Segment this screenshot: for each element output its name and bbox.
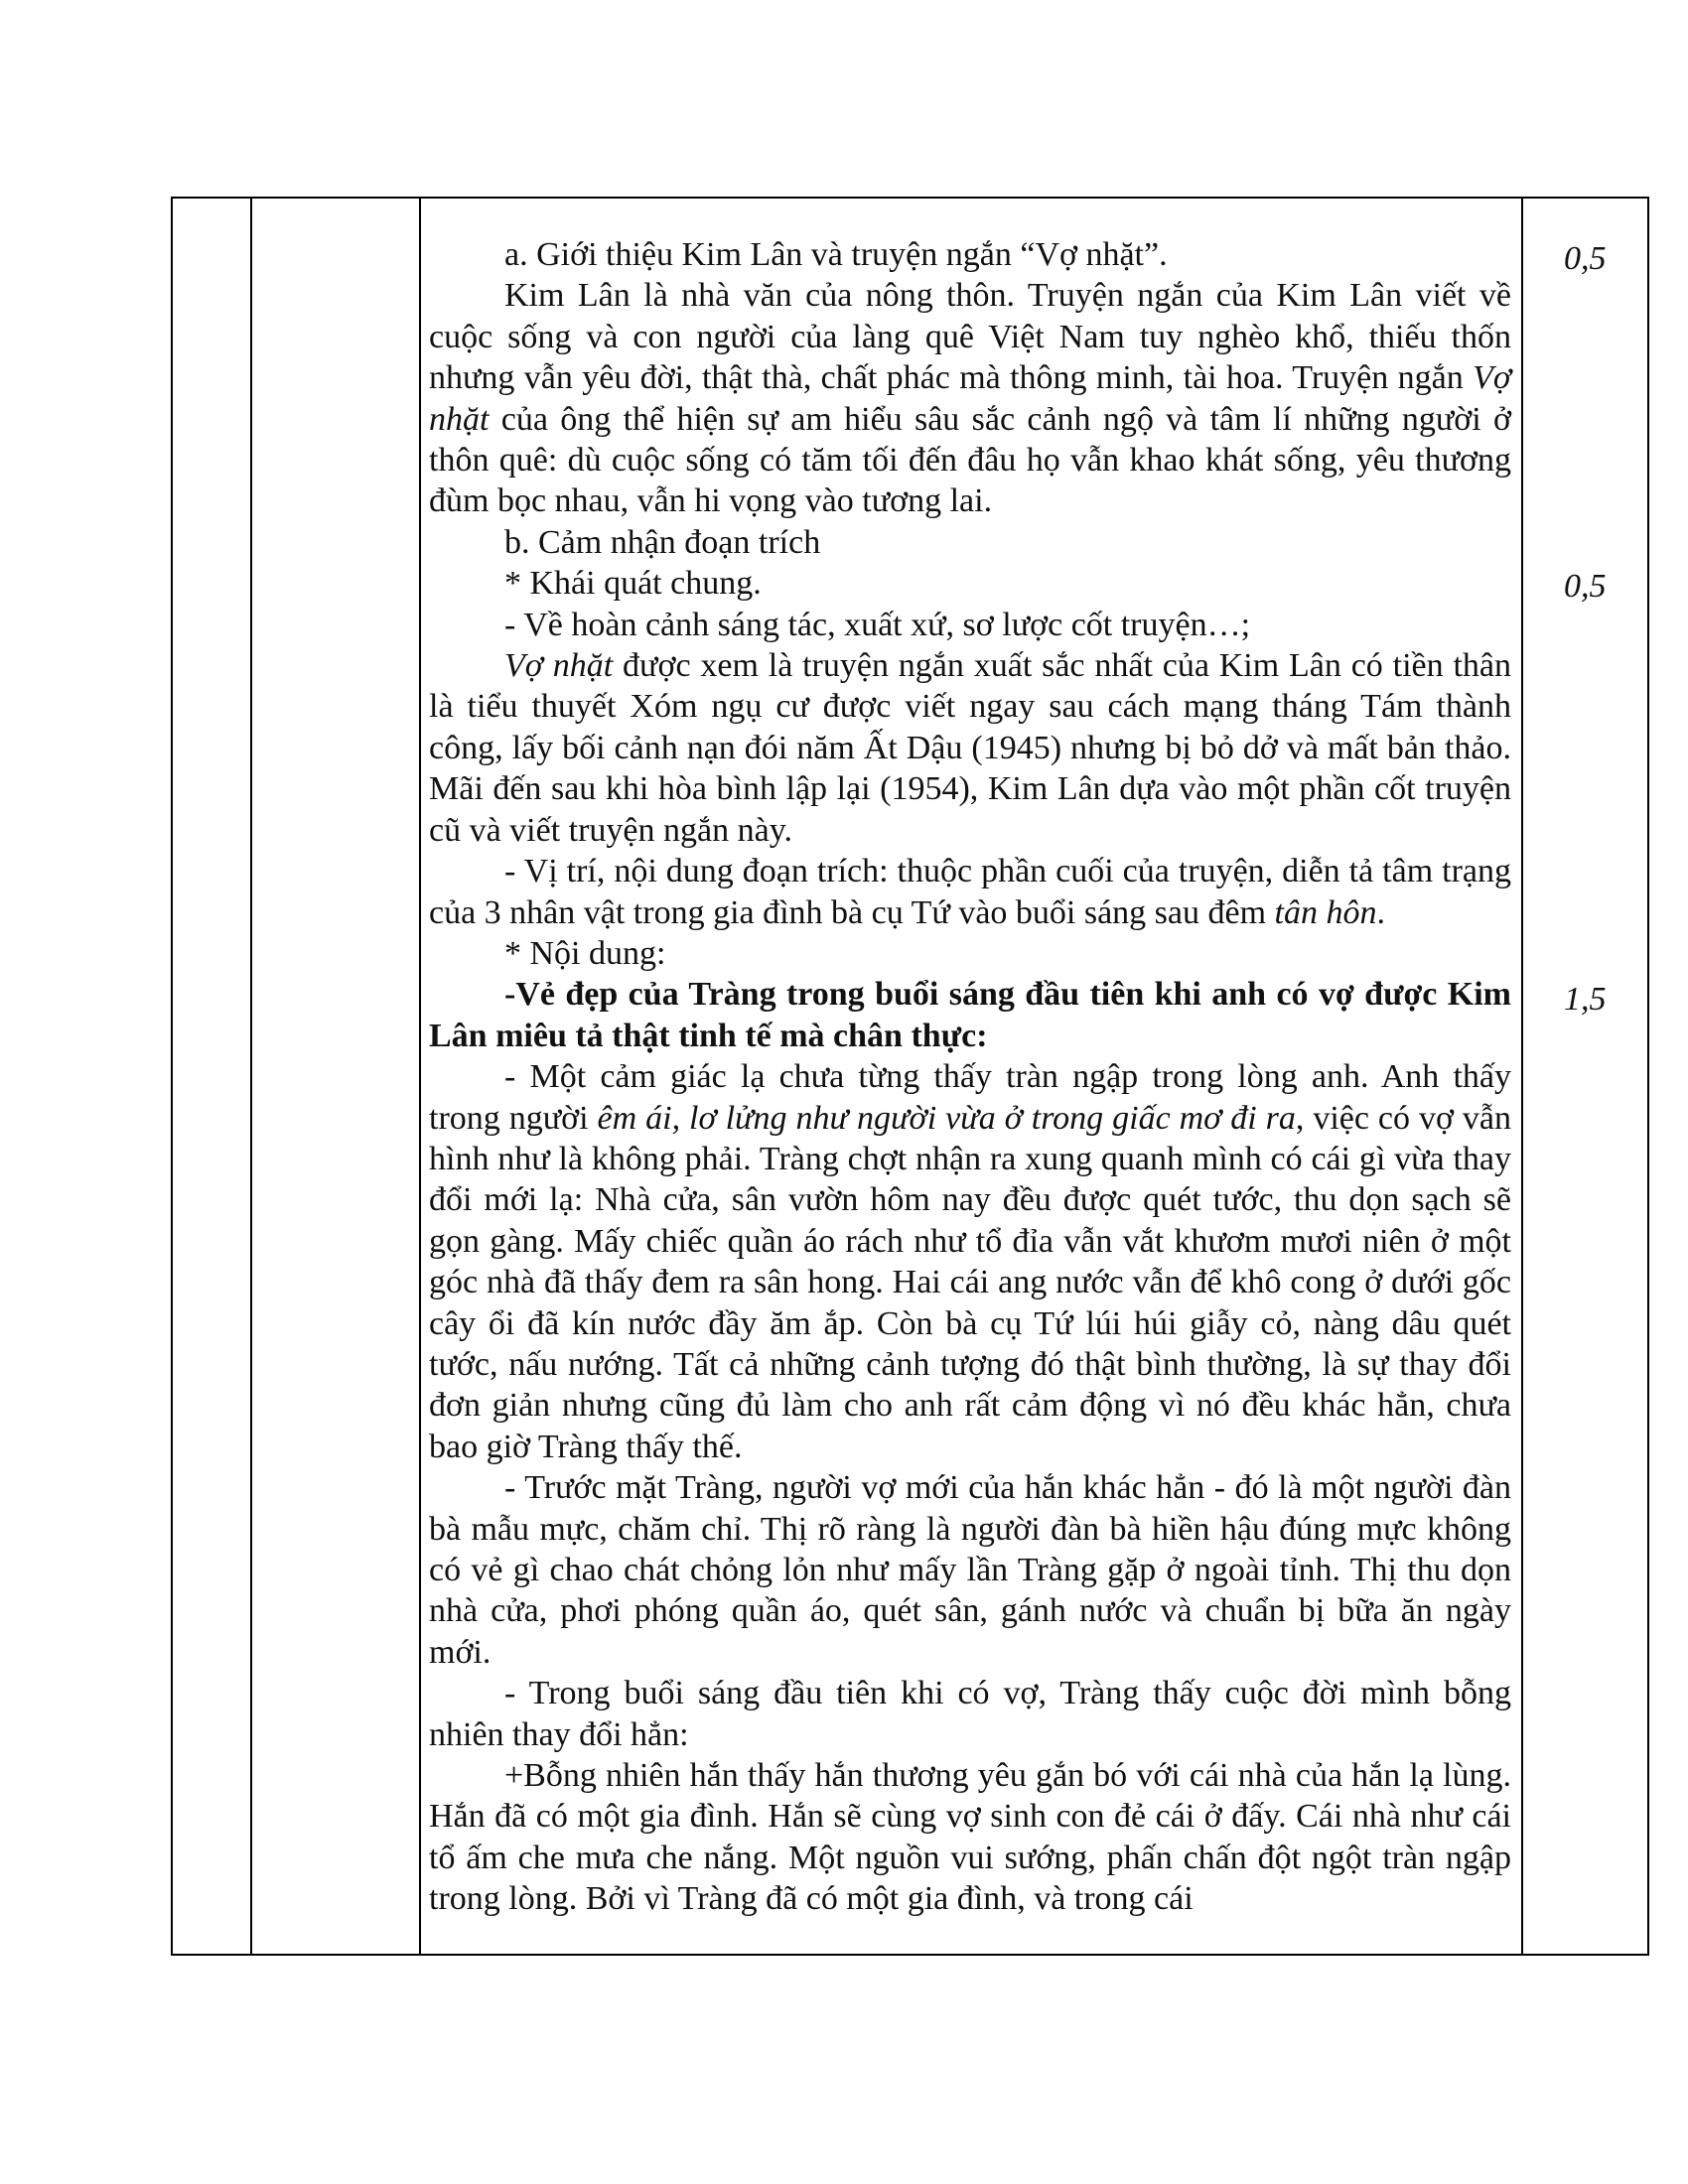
morning-paragraph: - Trong buổi sáng đầu tiên khi có vợ, Tràng thấy cuộc đời mình bỗng nhiên thay đổi hẳn: [429, 1675, 1511, 1753]
column-divider-1 [250, 199, 252, 1954]
answer-content [429, 234, 1511, 1920]
column-divider-2 [419, 199, 421, 1954]
section-b-heading: b. Cảm nhận đoạn trích [504, 523, 821, 561]
column-divider-3 [1521, 199, 1523, 1954]
position-paragraph: - Vị trí, nội dung đoạn trích: thuộc phần cuối của truyện, diễn tả tâm trạng của 3 nhân vật trong gia đình bà cụ Tứ vào buổi sáng sau đêm tân hôn. [429, 853, 1511, 931]
score-content: 1,5 [1564, 981, 1607, 1018]
origin-paragraph: Vợ nhặt được xem là truyện ngắn xuất sắc nhất của Kim Lân có tiền thân là tiểu thuyết Xóm ngụ cư được viết ngay sau cách mạng tháng Tám thành công, lấy bối cảnh nạn đói năm Ất Dậu (1945) nhưng bị bỏ dở và mất bản thảo. Mãi đến sau khi hòa bình lập lại (1954), Kim Lân dựa vào một phần cốt truyện cũ và viết truyện ngắn này. [429, 647, 1511, 849]
general-heading: * Khái quát chung. [504, 565, 762, 603]
feeling-paragraph: - Một cảm giác lạ chưa từng thấy tràn ngập trong lòng anh. Anh thấy trong người êm ái, lơ lửng như người vừa ở trong giấc mơ đi ra, việc có vợ vẫn hình như là không phải. Tràng chợt nhận ra xung quanh mình có cái gì vừa thay đổi mới lạ: Nhà cửa, sân vườn hôm nay đều được quét tước, thu dọn sạch sẽ gọn gàng. Mấy chiếc quần áo rách như tổ đỉa vẫn vắt khươm mươi niên ở một góc nhà đã thấy đem ra sân hong. Hai cái ang nước vẫn để khô cong ở dưới gốc cây ổi đã kín nước đầy ăm ắp. Còn bà cụ Tứ lúi húi giẫy cỏ, nàng dâu quét tước, nấu nướng. Tất cả những cảnh tượng đó thật bình thường, là sự thay đổi đơn giản nhưng cũng đủ làm cho anh rất cảm động vì nó đều khác hẳn, chưa bao giờ Tràng thấy thế. [429, 1058, 1511, 1465]
score-general: 0,5 [1564, 568, 1607, 605]
section-a-heading: a. Giới thiệu Kim Lân và truyện ngắn “Vợ nhặt”. [504, 236, 1168, 273]
love-paragraph: +Bỗng nhiên hắn thấy hắn thương yêu gắn bó với cái nhà của hắn lạ lùng. Hắn đã có một gia đình. Hắn sẽ cùng vợ sinh con đẻ cái ở đấy. Cái nhà như cái tổ ấm che mưa che nắng. Một nguồn vui sướng, phấn chấn đột ngột tràn ngập trong lòng. Bởi vì Tràng đã có một gia đình, và trong cái [429, 1757, 1511, 1918]
section-a-intro: Kim Lân là nhà văn của nông thôn. Truyện ngắn của Kim Lân viết về cuộc sống và con người của làng quê Việt Nam tuy nghèo khổ, thiếu thốn nhưng vẫn yêu đời, thật thà, chất phác mà thông minh, tài hoa. Truyện ngắn Vợ nhặt của ông thể hiện sự am hiểu sâu sắc cảnh ngộ và tâm lí những người ở thôn quê: dù cuộc sống có tăm tối đến đâu họ vẫn khao khát sống, yêu thương đùm bọc nhau, vẫn hi vọng vào tương lai. [429, 277, 1511, 520]
beauty-heading: -Vẻ đẹp của Tràng trong buổi sáng đầu tiên khi anh có vợ được Kim Lân miêu tả thật tinh tế mà chân thực: [429, 976, 1511, 1054]
score-section-a: 0,5 [1564, 240, 1607, 277]
content-heading: * Nội dung: [504, 934, 666, 972]
wife-paragraph: - Trước mặt Tràng, người vợ mới của hắn khác hẳn - đó là một người đàn bà mẫu mực, chăm chỉ. Thị rõ ràng là người đàn bà hiền hậu đúng mực không có vẻ gì chao chát chỏng lỏn như mấy lần Tràng gặp ở ngoài tỉnh. Thị thu dọn nhà cửa, phơi phóng quần áo, quét sân, gánh nước và chuẩn bị bữa ăn ngày mới. [429, 1469, 1511, 1671]
context-line: - Về hoàn cảnh sáng tác, xuất xứ, sơ lược cốt truyện…; [504, 606, 1251, 643]
